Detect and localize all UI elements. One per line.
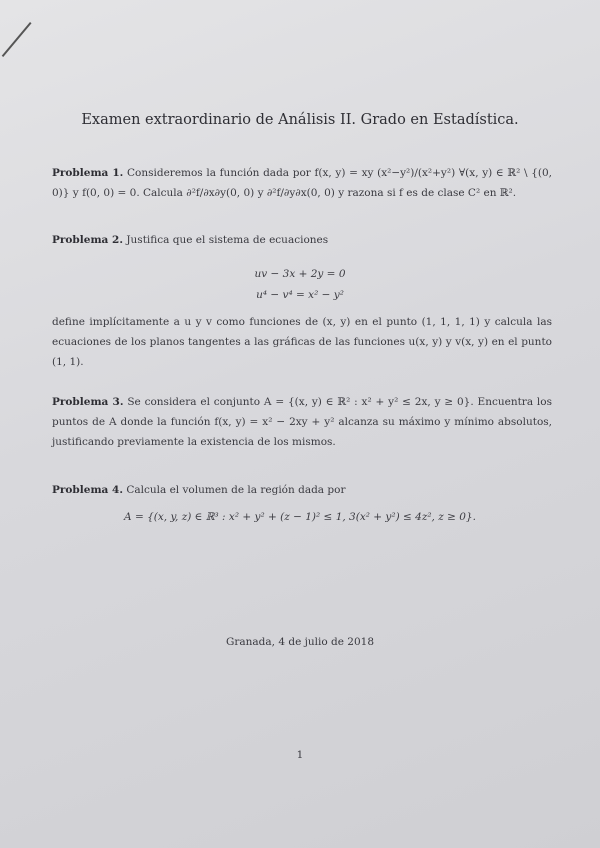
problem-label: Problema 3. [52, 396, 124, 408]
problem-label: Problema 1. [52, 167, 124, 179]
equation: A = {(x, y, z) ∈ ℝ³ : x² + y² + (z − 1)² ≤ 1, 3(x² + y²) ≤ 4z², z ≥ 0}. [124, 511, 476, 523]
page-number: 1 [296, 749, 304, 761]
equation: u⁴ − v⁴ = x² − y² [256, 289, 344, 301]
problem-text: Consideremos la función dada por f(x, y) = xy (x²−y²)/(x²+y²) ∀(x, y) ∈ ℝ² \ {(0, 0)} y f(0, 0) = 0. Calcula ∂²f/∂x∂y(0, 0) y ∂²f/∂y∂x(0, 0) y razona si f es de clase C² en ℝ². [52, 167, 552, 199]
problem-2-continued: define implícitamente a u y v como funciones de (x, y) en el punto (1, 1, 1, 1) y calcula las ecuaciones de los planos tangentes a las gráficas de las funciones u(x, y) y v(x, y) en el punto (1, 1). [52, 316, 552, 368]
pen-mark [2, 22, 32, 57]
problem-label: Problema 4. [52, 484, 123, 496]
problem-text: Se considera el conjunto A = {(x, y) ∈ ℝ² : x² + y² ≤ 2x, y ≥ 0}. Encuentra los puntos de A donde la función f(x, y) = x² − 2xy + y² alcanza su máximo y mínimo absolutos, justificando previamente la existencia de los mismos. [52, 396, 552, 448]
equation: uv − 3x + 2y = 0 [254, 268, 346, 280]
exam-title: Examen extraordinario de Análisis II. Grado en Estadística. [81, 112, 519, 128]
problem-text: Calcula el volumen de la región dada por [126, 484, 346, 496]
problem-text: Justifica que el sistema de ecuaciones [126, 234, 329, 246]
problem-4 [52, 480, 552, 500]
date-line: Granada, 4 de julio de 2018 [225, 636, 375, 648]
problem-2 [52, 230, 552, 250]
problem-3 [52, 392, 552, 452]
problem-label: Problema 2. [52, 234, 123, 246]
problem-1 [52, 163, 552, 203]
